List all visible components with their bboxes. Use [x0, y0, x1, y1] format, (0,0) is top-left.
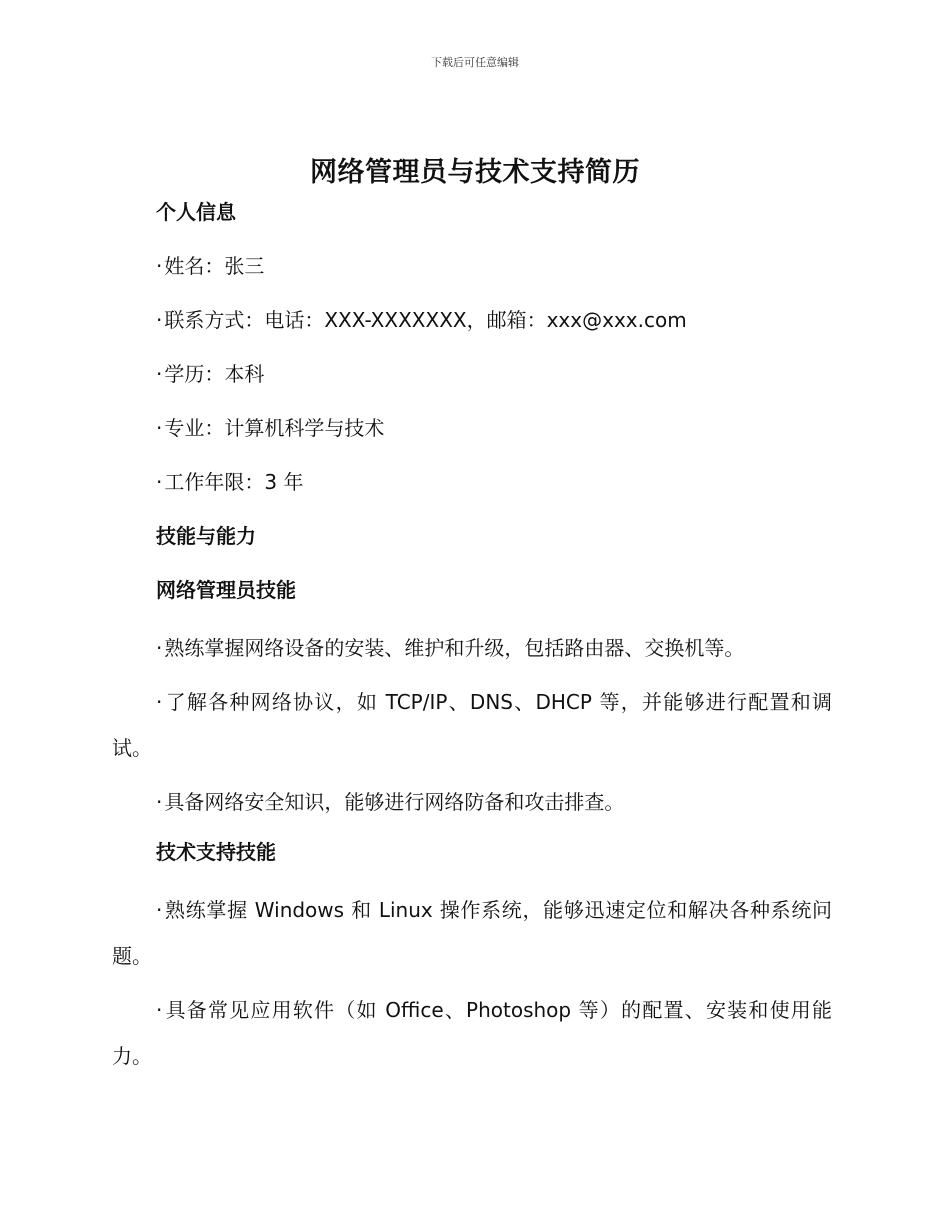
network-admin-skill-1	[112, 625, 832, 671]
personal-info-contact	[112, 301, 832, 339]
personal-info-contact-text: 联系方式：电话：XXX-XXXXXXX，邮箱：xxx@xxx.com	[164, 308, 687, 332]
subsection-heading-tech-support: 技术支持技能	[156, 840, 276, 864]
network-admin-skill-2	[112, 679, 832, 771]
tech-support-skill-2-text: 具备常见应用软件（如 Office、Photoshop 等）的配置、安装和使用能力。	[112, 998, 832, 1068]
personal-info-major-text: 专业：计算机科学与技术	[164, 416, 385, 440]
header-note: 下载后可任意编辑	[431, 56, 519, 69]
personal-info-experience	[112, 463, 832, 501]
personal-info-experience-text: 工作年限：3 年	[164, 470, 304, 494]
network-admin-skill-3-text: 具备网络安全知识，能够进行网络防备和攻击排查。	[164, 790, 625, 814]
personal-info-education-text: 学历：本科	[164, 362, 265, 386]
bullet-mark: ·	[156, 790, 163, 814]
bullet-mark: ·	[156, 308, 163, 332]
tech-support-skill-1-text: 熟练掌握 Windows 和 Linux 操作系统，能够迅速定位和解决各种系统问题。	[112, 898, 832, 968]
network-admin-skill-3	[112, 779, 832, 825]
bullet-mark: ·	[156, 470, 163, 494]
bullet-mark: ·	[156, 636, 163, 660]
personal-info-education	[112, 355, 832, 393]
bullet-mark: ·	[156, 998, 163, 1022]
tech-support-skill-2	[112, 987, 832, 1079]
bullet-mark: ·	[156, 254, 163, 278]
bullet-mark: ·	[156, 690, 163, 714]
bullet-mark: ·	[156, 898, 163, 922]
network-admin-skill-2-text: 了解各种网络协议，如 TCP/IP、DNS、DHCP 等，并能够进行配置和调试。	[112, 690, 832, 760]
bullet-mark: ·	[156, 362, 163, 386]
personal-info-name	[112, 247, 832, 285]
subsection-heading-network-admin: 网络管理员技能	[156, 578, 296, 602]
personal-info-name-text: 姓名：张三	[164, 254, 265, 278]
network-admin-skill-1-text: 熟练掌握网络设备的安装、维护和升级，包括路由器、交换机等。	[164, 636, 745, 660]
section-heading-personal-info: 个人信息	[156, 200, 236, 224]
bullet-mark: ·	[156, 416, 163, 440]
section-heading-skills: 技能与能力	[156, 524, 256, 548]
personal-info-major	[112, 409, 832, 447]
tech-support-skill-1	[112, 887, 832, 979]
document-body	[112, 193, 832, 1087]
document-title: 网络管理员与技术支持简历	[310, 157, 640, 188]
